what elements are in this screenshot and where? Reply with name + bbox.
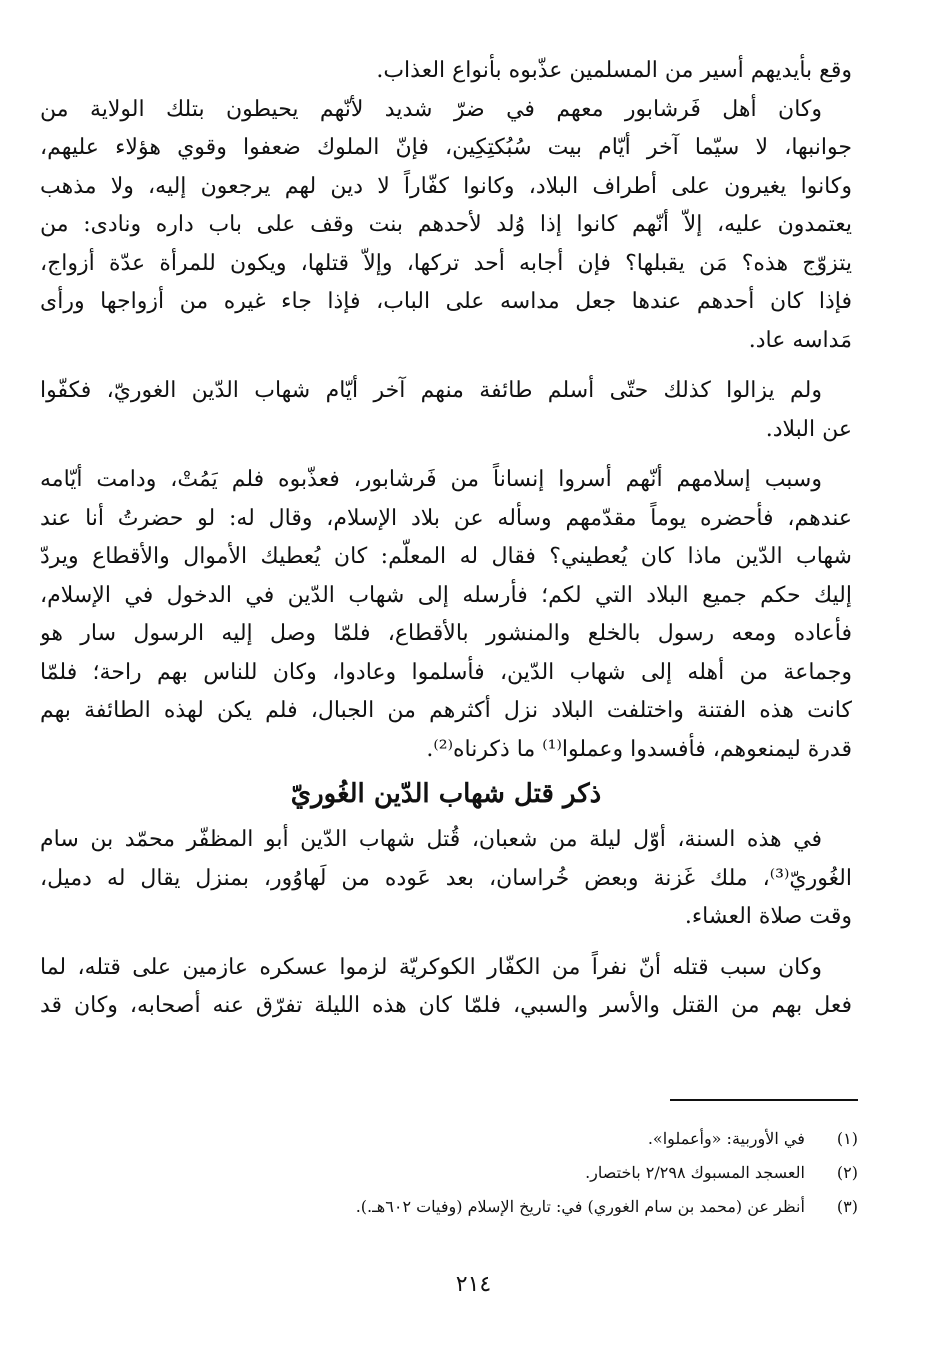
text-line: وجماعة من أهله إلى شهاب الدّين، فأسلموا وعادوا، وكان للناس بهم راحة؛ فلمّا [40,659,852,685]
text-line: مَداسه عاد. [748,327,852,353]
footnote-text: في الأوربية: «وأعملوا». [647,1129,805,1148]
footnote-number: (١) [836,1129,858,1148]
text-line: وكان سبب قتله أنّ نفراً من الكفّار الكوكريّة لزموا عسكره عازمين على قتله، لما [40,954,822,980]
text-line: وكانوا يغيرون على أطراف البلاد، وكانوا كفّاراً لا دين لهم يرجعون إليه، ولا مذهب [40,173,852,199]
text-line: وقت صلاة العشاء. [684,904,852,929]
footnote-text: أنظر عن (محمد بن سام الغوري) في: تاريخ الإسلام (وفيات ٦٠٢هـ.). [355,1197,805,1216]
text-line: يعتمدون عليه، إلاّ أنّهم كانوا إذا وُلد لأحدهم بنت وقف على باب داره ونادى: من [40,212,852,237]
footnote-number: (٣) [836,1197,858,1216]
text-line: يتزوّج هذه؟ مَن يقبلها؟ فإن أجابه أحد تركها، وإلاّ قتلها، ويكون للمرأة عدّة أزواج، [40,250,852,276]
footnotes [80,1122,858,1224]
footnote [80,1122,858,1156]
text-line: قدرة ليمنعوهم، فأفسدوا وعملوا⁽¹⁾ ما ذكرناه⁽²⁾. [426,736,852,762]
text-line: شهاب الدّين ماذا كان يُعطيني؟ فقال له المعلّم: كان يُعطيك الأموال والأقطاع ويردّ [40,544,852,569]
text-line: عن البلاد. [765,416,852,442]
page-body [40,52,852,1026]
text-line: إليك حكم جميع البلاد التي لكم؛ فأرسله إلى شهاب الدّين في الدخول في الإسلام، [40,582,852,608]
text-line: فأعاده ومعه رسول بالخلع والمنشور بالأقطاع، فلمّا وصل إليه الرسول سار هو [40,621,852,646]
paragraph-gap [40,360,852,372]
footnote-text: العسجد المسبوك ٢/٢٩٨ باختصار. [585,1163,805,1182]
footnote-separator [670,1099,858,1101]
text-line: كانت هذه الفتنة واختلفت البلاد نزل أكثرهم من الجبال، فلم يكن لهذه الطائفة بهم [40,698,852,723]
paragraph-gap [40,449,852,461]
text-block-1 [40,52,852,769]
footnote-number: (٢) [836,1163,858,1182]
page-number: ٢١٤ [455,1272,492,1297]
text-line: فعل بهم من القتل والأسر والسبي، فلمّا كان هذه الليلة تفرّق عنه أصحابه، وكان قد [40,993,852,1018]
text-line: وكان أهل فَرشابور معهم في ضرّ شديد لأنّهم يحيطون بتلك الولاية من [40,96,822,122]
text-block-2 [40,821,852,1026]
footnote [80,1190,858,1224]
paragraph-gap [40,937,852,949]
text-line: ولم يزالوا كذلك حتّى أسلم طائفة منهم آخر أيّام شهاب الدّين الغوريّ، فكفّوا [40,378,822,403]
text-line: الغُوريّ⁽³⁾، ملك غَزنة وبعض خُراسان، بعد عَوده من لَهاوُور، بمنزل يقال له دميل، [40,865,852,891]
section-heading: ذكر قتل شهاب الدّين الغُوريّ [290,779,602,809]
text-line: وقع بأيديهم أسير من المسلمين عذّبوه بأنواع العذاب. [376,58,852,83]
text-line: جوانبها، لا سيّما آخر أيّام بيت سُبُكتِكِين، فإنّ الملوك ضعفوا وقوي هؤلاء عليهم، [40,135,852,160]
text-line: عندهم، فأحضره يوماً مقدّمهم وسأله عن بلاد الإسلام، وقال له: لو حضرتُ أنا عند [40,505,852,531]
text-line: في هذه السنة، أوّل ليلة من شعبان، قُتل شهاب الدّين أبو المظفّر محمّد بن سام [40,827,822,852]
footnote [80,1156,858,1190]
text-line: وسبب إسلامهم أنّهم أسروا إنساناً من فَرشابور، فعذّبوه فلم يَمُتْ، ودامت أيّامه [40,467,822,492]
text-line: فإذا كان أحدهم عندها جعل مداسه على الباب، فإذا جاء غيره من أزواجها ورأى [40,289,852,314]
